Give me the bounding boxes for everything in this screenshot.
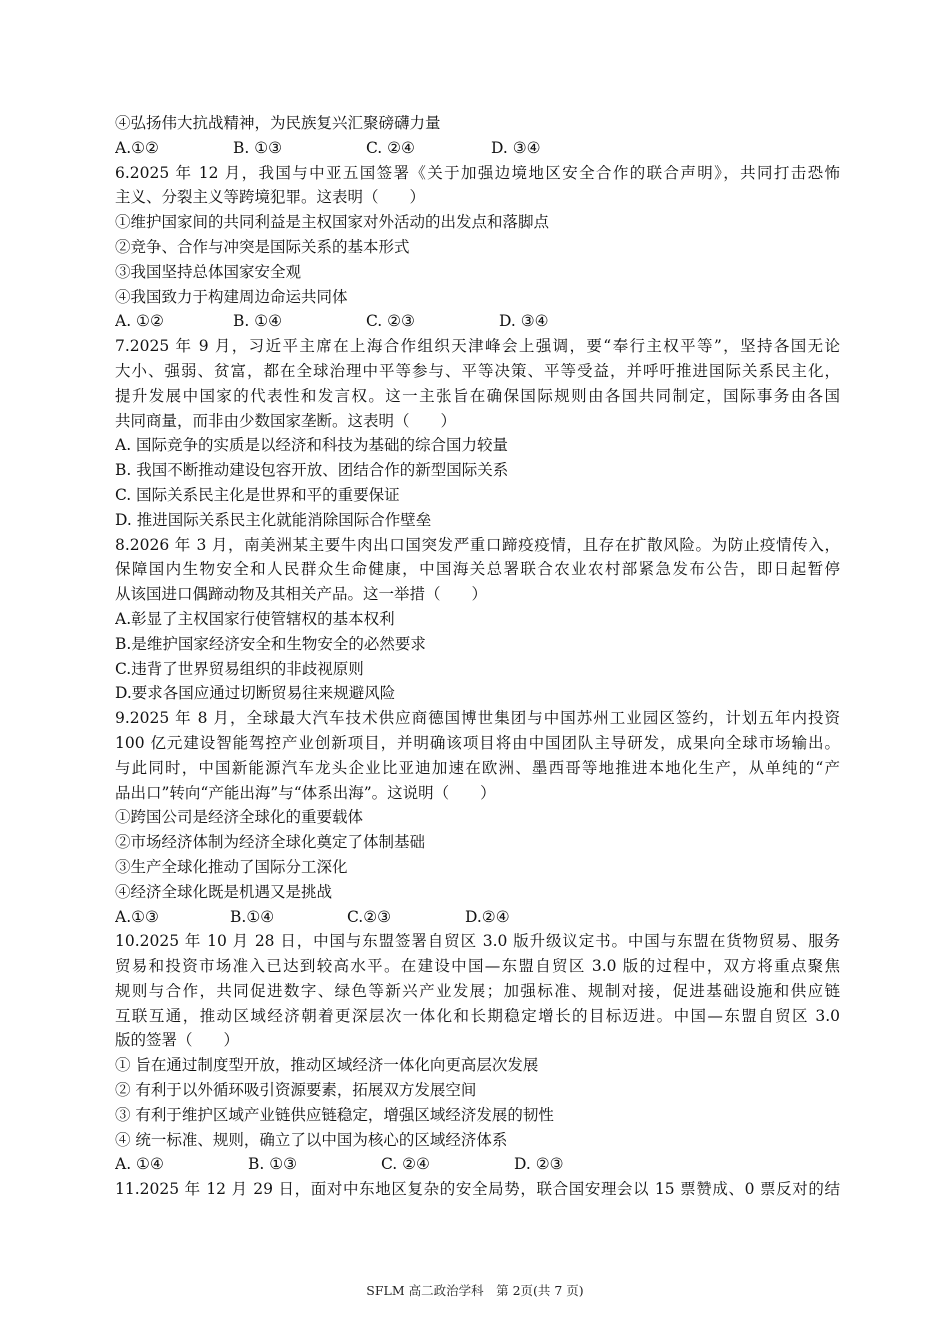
q7-stem-line: 共同商量，而非由少数国家垄断。这表明（ ） (115, 411, 457, 430)
q10-stem-line: 互联互通，推动区域经济朝着更深层次一体化和长期稳定增长的目标迈进。中国—东盟自贸区 3.0 (115, 1006, 840, 1025)
q10-stem-line: 贸易和投资市场准入已达到较高水平。在建设中国—东盟自贸区 3.0 版的过程中，双方将重点聚焦 (115, 957, 840, 976)
q10-stem-line: 规则与合作，共同促进数字、绿色等新兴产业发展；加强标准、规制对接，促进基础设施和供应链 (115, 981, 840, 1000)
q6-option-a: A. ①② (115, 312, 164, 331)
q10-stem-line: 版的签署（ ） (115, 1031, 240, 1050)
q6-options (115, 309, 840, 334)
q11-stem-line: 11.2025 年 12 月 29 日，面对中东地区复杂的安全局势，联合国安理会以 15 票赞成、0 票反对的结 (115, 1180, 840, 1199)
q9-item: ④经济全球化既是机遇又是挑战 (115, 882, 333, 901)
q9-stem-line: 品出口”转向“产能出海”与“体系出海”。这说明（ ） (115, 783, 496, 802)
q10-item: ④ 统一标准、规则，确立了以中国为核心的区域经济体系 (115, 1130, 508, 1149)
q10-item: ① 旨在通过制度型开放，推动区域经济一体化向更高层次发展 (115, 1056, 539, 1075)
exam-page (115, 111, 840, 1202)
q10-options (115, 1152, 840, 1177)
q9-option-d: D.②④ (465, 907, 510, 926)
q9-stem-line: 9.2025 年 8 月，全球最大汽车技术供应商德国博世集团与中国苏州工业园区签约，计划五年内投资 (115, 709, 840, 728)
q8-choice-c: C.违背了世界贸易组织的非歧视原则 (115, 659, 364, 678)
q8-stem-line: 保障国内生物安全和人民群众生命健康，中国海关总署联合农业农村部紧急发布公告，即日起暂停 (115, 560, 840, 579)
q7-stem-line: 7.2025 年 9 月，习近平主席在上海合作组织天津峰会上强调，要“奉行主权平等”，坚持各国无论 (115, 337, 840, 356)
q5-option-a: A.①② (115, 138, 159, 157)
q7-stem-line: 大小、强弱、贫富，都在全球治理中平等参与、平等决策、平等受益，并呼吁推进国际关系民主化， (115, 361, 840, 380)
q8-stem-line: 8.2026 年 3 月，南美洲某主要牛肉出口国突发严重口蹄疫疫情，且存在扩散风险。为防止疫情传入， (115, 535, 840, 554)
q9-stem-line: 100 亿元建设智能驾控产业创新项目，并明确该项目将由中国团队主导研发，成果向全球市场输出。 (115, 733, 840, 752)
q10-option-d: D. ②③ (514, 1155, 564, 1174)
q9-stem-line: 与此同时，中国新能源汽车龙头企业比亚迪加速在欧洲、墨西哥等地推进本地化生产，从单纯的“产 (115, 758, 840, 777)
page-footer: SFLM 高二政治学科 第 2页(共 7 页) (366, 1283, 584, 1298)
q10-item: ③ 有利于维护区域产业链供应链稳定，增强区域经济发展的韧性 (115, 1105, 554, 1124)
q8-choice-b: B.是维护国家经济安全和生物安全的必然要求 (115, 634, 426, 653)
q6-item: ③我国坚持总体国家安全观 (115, 262, 302, 281)
q8-stem-line: 从该国进口偶蹄动物及其相关产品。这一举措（ ） (115, 585, 488, 604)
q8-choice-d: D.要求各国应通过切断贸易往来规避风险 (115, 684, 396, 703)
q10-stem-line: 10.2025 年 10 月 28 日，中国与东盟签署自贸区 3.0 版升级议定书。中国与东盟在货物贸易、服务 (115, 932, 840, 951)
q6-item: ④我国致力于构建周边命运共同体 (115, 287, 348, 306)
q6-option-c: C. ②③ (366, 312, 415, 331)
q10-option-c: C. ②④ (381, 1155, 430, 1174)
q6-stem-line: 6.2025 年 12 月，我国与中亚五国签署《关于加强边境地区安全合作的联合声明》，共同打击恐怖 (115, 163, 840, 182)
q10-option-a: A. ①④ (115, 1155, 164, 1174)
q6-item: ①维护国家间的共同利益是主权国家对外活动的出发点和落脚点 (115, 213, 550, 232)
q7-choice-d: D. 推进国际关系民主化就能消除国际合作壁垒 (115, 510, 432, 529)
q6-option-b: B. ①④ (233, 312, 283, 331)
q5-option-c: C. ②④ (366, 138, 415, 157)
q7-choice-c: C. 国际关系民主化是世界和平的重要保证 (115, 485, 400, 504)
q6-item: ②竞争、合作与冲突是国际关系的基本形式 (115, 237, 410, 256)
q7-stem-line: 提升发展中国家的代表性和发言权。这一主张旨在确保国际规则由各国共同制定，国际事务由各国 (115, 386, 840, 405)
q7-choice-a: A. 国际竞争的实质是以经济和科技为基础的综合国力较量 (115, 436, 509, 455)
q9-item: ③生产全球化推动了国际分工深化 (115, 857, 348, 876)
q7-choice-b: B. 我国不断推动建设包容开放、团结合作的新型国际关系 (115, 461, 509, 480)
q9-item: ①跨国公司是经济全球化的重要载体 (115, 808, 364, 827)
q9-item: ②市场经济体制为经济全球化奠定了体制基础 (115, 833, 426, 852)
q5-options (115, 136, 840, 161)
q6-stem-line: 主义、分裂主义等跨境犯罪。这表明（ ） (115, 188, 426, 207)
q5-option-b: B. ①③ (233, 138, 283, 157)
q9-options (115, 905, 840, 930)
q9-option-a: A.①③ (115, 907, 159, 926)
q5-option-d: D. ③④ (491, 138, 541, 157)
q6-option-d: D. ③④ (499, 312, 549, 331)
q9-option-c: C.②③ (347, 907, 392, 926)
q10-option-b: B. ①③ (248, 1155, 298, 1174)
q9-option-b: B.①④ (230, 907, 275, 926)
q5-item-4: ④弘扬伟大抗战精神，为民族复兴汇聚磅礴力量 (115, 114, 441, 132)
q10-item: ② 有利于以外循环吸引资源要素，拓展双方发展空间 (115, 1081, 477, 1100)
q8-choice-a: A.彰显了主权国家行使管辖权的基本权利 (115, 609, 395, 628)
